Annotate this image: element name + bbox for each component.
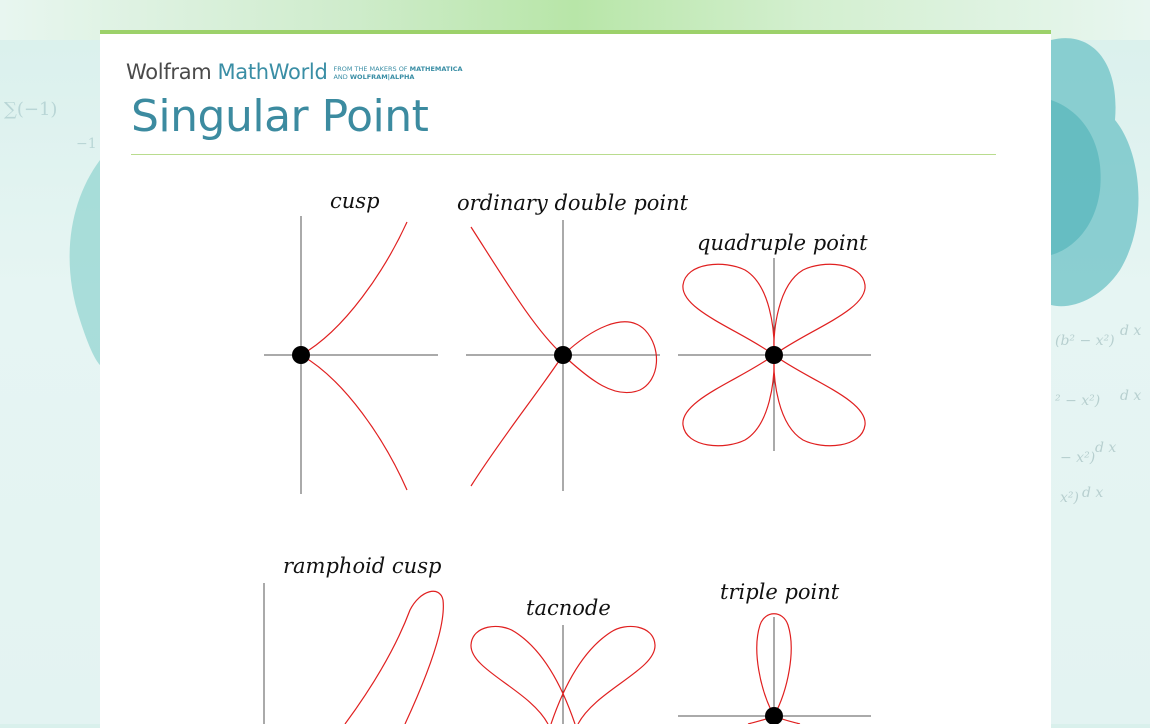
triple-point-panel	[678, 580, 871, 724]
triple-singular-point	[765, 707, 783, 724]
odp-singular-point	[554, 346, 572, 364]
svg-text:d x: d x	[1095, 440, 1117, 456]
cusp-upper-branch	[301, 222, 407, 355]
quadruple-point-label: quadruple point	[697, 231, 868, 255]
ramphoid-cusp-panel	[264, 554, 443, 724]
svg-text:(b² − x²): (b² − x²)	[1055, 333, 1115, 349]
tacnode-panel	[471, 596, 655, 724]
tagline-line1: FROM THE MAKERS OF	[333, 65, 410, 73]
tacnode-left-lobe	[471, 626, 575, 724]
ramphoid-curve	[345, 591, 443, 724]
cusp-panel	[264, 189, 438, 494]
tagline-mathematica: MATHEMATICA	[409, 65, 463, 73]
tacnode-right-lobe	[551, 626, 655, 724]
svg-text:d x: d x	[1120, 323, 1142, 339]
svg-text:− x²): − x²)	[1060, 450, 1096, 466]
tagline-line2: AND	[333, 72, 350, 81]
cusp-singular-point	[292, 346, 310, 364]
logo-wolfram-text: Wolfram	[126, 60, 212, 84]
svg-text:d x: d x	[1082, 485, 1104, 501]
ordinary-double-point-label: ordinary double point	[457, 191, 689, 215]
svg-text:² − x²): ² − x²)	[1055, 393, 1101, 409]
background-formula-fragment: −1	[76, 136, 97, 152]
background-formula-sum: ∑(−1)	[4, 99, 58, 120]
triple-point-label: triple point	[720, 580, 840, 604]
ramphoid-cusp-label: ramphoid cusp	[283, 554, 442, 578]
quad-singular-point	[765, 346, 783, 364]
svg-text:d x: d x	[1120, 388, 1142, 404]
svg-text:x²): x²)	[1060, 490, 1079, 506]
tagline-wolframalpha: WOLFRAM|ALPHA	[349, 72, 415, 81]
tacnode-label: tacnode	[526, 596, 611, 620]
quadruple-point-panel	[678, 231, 871, 451]
cusp-lower-branch	[301, 355, 407, 490]
cusp-label: cusp	[330, 189, 380, 213]
logo-mathworld-text: MathWorld	[217, 60, 328, 84]
page-title: Singular Point	[131, 91, 429, 142]
ordinary-double-point-panel	[457, 191, 689, 491]
